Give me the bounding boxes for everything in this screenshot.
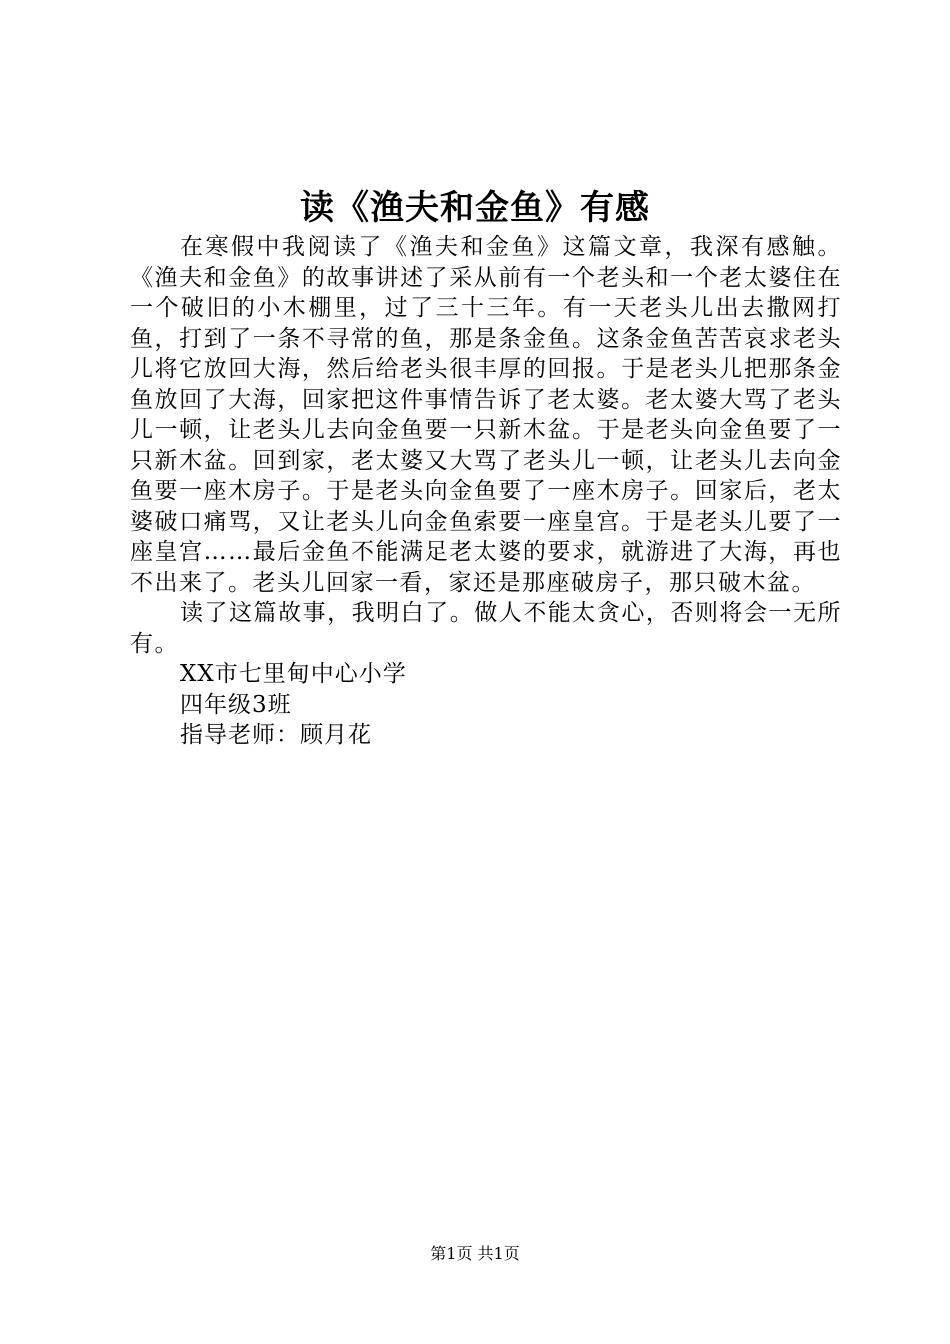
document-title: 读《渔夫和金鱼》有感 <box>300 188 650 228</box>
signature-class: 四年级3班 <box>180 691 292 718</box>
signature-teacher: 指导老师：顾月花 <box>180 722 372 748</box>
signature-school: XX市七里甸中心小学 <box>180 661 407 687</box>
body-paragraph: 在寒假中我阅读了《渔夫和金鱼》这篇文章，我深有感触。《渔夫和金鱼》的故事讲述了采从前有一个老头和一个老太婆住在一个破旧的小木棚里，过了三十三年。有一天老头儿出去撒网打鱼，打到了一条不寻常的鱼，那是条金鱼。这条金鱼苦苦哀求老头儿将它放回大海，然后给老头很丰厚的回报。于是老头儿把那条金鱼放回了大海，回家把这件事情告诉了老太婆。老太婆大骂了老头儿一顿，让老头儿去向金鱼要一只新木盆。于是老头向金鱼要了一只新木盆。回到家，老太婆又大骂了老头儿一顿，让老头儿去向金鱼要一座木房子。于是老头向金鱼要了一座木房子。回家后，老太婆破口痛骂，又让老头儿向金鱼索要一座皇宫。于是老头儿要了一座皇宫……最后金鱼不能满足老太婆的要求，就游进了大海，再也不出来了。老头儿回家一看，家还是那座破房子，那只破木盆。 <box>130 234 842 596</box>
page-footer: 第1页 共1页 <box>430 1244 520 1263</box>
body-paragraph: 读了这篇故事，我明白了。做人不能太贪心，否则将会一无所有。 <box>130 600 842 657</box>
document-body <box>130 232 842 751</box>
